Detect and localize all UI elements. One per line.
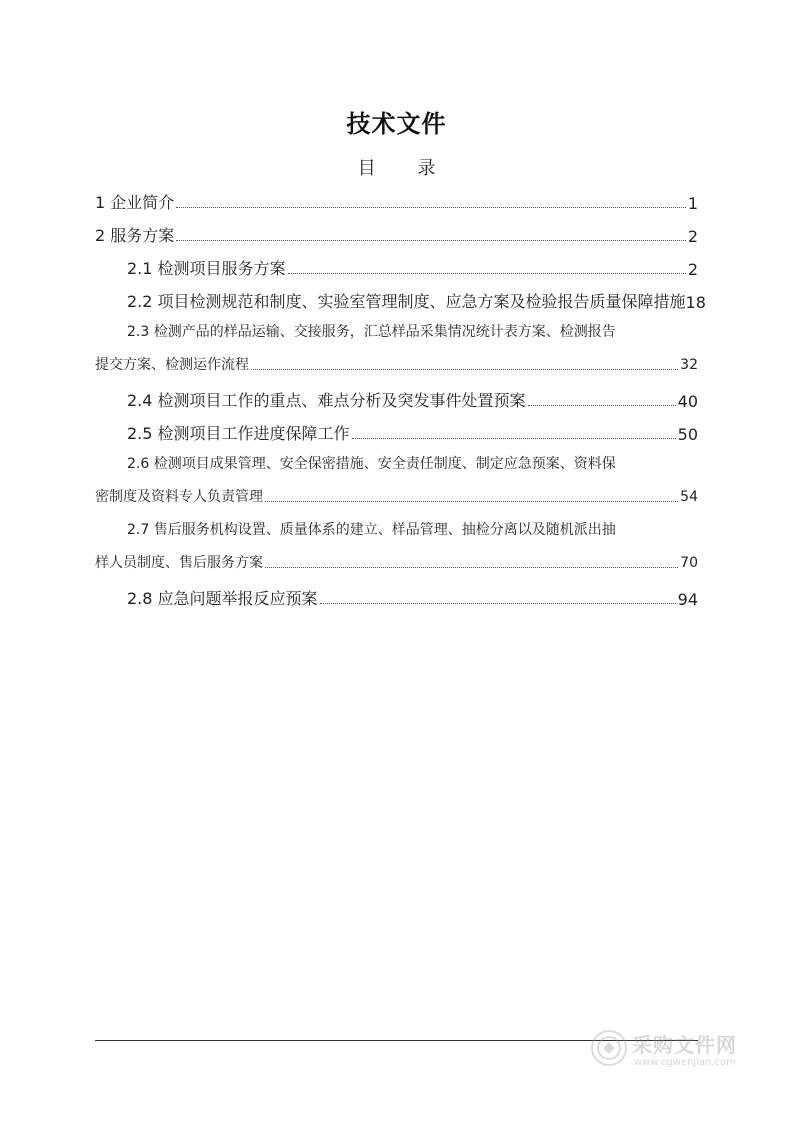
toc-entry-page: 32 xyxy=(680,357,698,373)
watermark xyxy=(590,1025,750,1075)
toc-entry-label: 2 服务方案 xyxy=(95,226,175,245)
toc-entry-page: 50 xyxy=(677,425,698,444)
toc-entry-page: 70 xyxy=(680,555,698,571)
toc-leader-dots xyxy=(265,566,678,568)
toc-entry[interactable] xyxy=(95,190,698,213)
toc-leader-dots xyxy=(352,437,676,439)
toc-entry-label-line2: 提交方案、检测运作流程 xyxy=(95,357,249,373)
toc-entry-label: 2.2 项目检测规范和制度、实验室管理制度、应急方案及检验报告质量保障措施 xyxy=(127,292,686,311)
logo-icon xyxy=(590,1029,628,1067)
toc-entry-label: 1 企业简介 xyxy=(95,193,175,212)
toc-entry[interactable] xyxy=(95,322,698,377)
toc-entry-label: 2.5 检测项目工作进度保障工作 xyxy=(127,424,350,443)
toc-entry-page: 40 xyxy=(677,392,698,411)
toc-entry[interactable] xyxy=(95,388,698,411)
toc-entry-page: 2 xyxy=(687,227,698,246)
toc-leader-dots xyxy=(176,239,686,241)
toc-entry-label-line1: 2.7 售后服务机构设置、质量体系的建立、样品管理、抽检分离以及随机派出抽 xyxy=(127,522,616,538)
document-title: 技术文件 xyxy=(346,110,447,138)
toc-entry-page: 54 xyxy=(680,489,698,505)
toc-entry[interactable] xyxy=(95,289,706,312)
toc-heading: 目 录 xyxy=(357,158,454,179)
toc-leader-dots xyxy=(288,272,686,274)
toc-entry[interactable] xyxy=(95,520,698,575)
toc-entry-label: 2.1 检测项目服务方案 xyxy=(127,259,286,278)
toc-entry-label-line1: 2.6 检测项目成果管理、安全保密措施、安全责任制度、制定应急预案、资料保 xyxy=(127,456,616,472)
toc-entry-page: 18 xyxy=(685,293,706,312)
toc-entry-label: 2.8 应急问题举报反应预案 xyxy=(127,589,318,608)
toc-entry-label-line2: 样人员制度、售后服务方案 xyxy=(95,555,263,571)
toc-entry[interactable] xyxy=(95,256,698,279)
toc-entry[interactable] xyxy=(95,421,698,444)
toc-entry[interactable] xyxy=(95,454,698,509)
toc-entry-page: 94 xyxy=(677,590,698,609)
toc-leader-dots xyxy=(176,206,686,208)
toc-entry-label-line2: 密制度及资料专人负责管理 xyxy=(95,489,263,505)
watermark-url: www.cgwenjian.com xyxy=(634,1057,736,1068)
toc-entry-page: 2 xyxy=(687,260,698,279)
toc-entry-label: 2.4 检测项目工作的重点、难点分析及突发事件处置预案 xyxy=(127,391,526,410)
toc-leader-dots xyxy=(320,602,676,604)
toc-leader-dots xyxy=(528,404,676,406)
toc-entry-page: 1 xyxy=(687,194,698,213)
toc-leader-dots xyxy=(251,368,678,370)
toc-leader-dots xyxy=(265,500,678,502)
toc-entry-label-line1: 2.3 检测产品的样品运输、交接服务，汇总样品采集情况统计表方案、检测报告 xyxy=(127,324,616,340)
toc-entry[interactable] xyxy=(95,586,698,609)
watermark-title: 采购文件网 xyxy=(632,1033,737,1057)
toc-entry[interactable] xyxy=(95,223,698,246)
